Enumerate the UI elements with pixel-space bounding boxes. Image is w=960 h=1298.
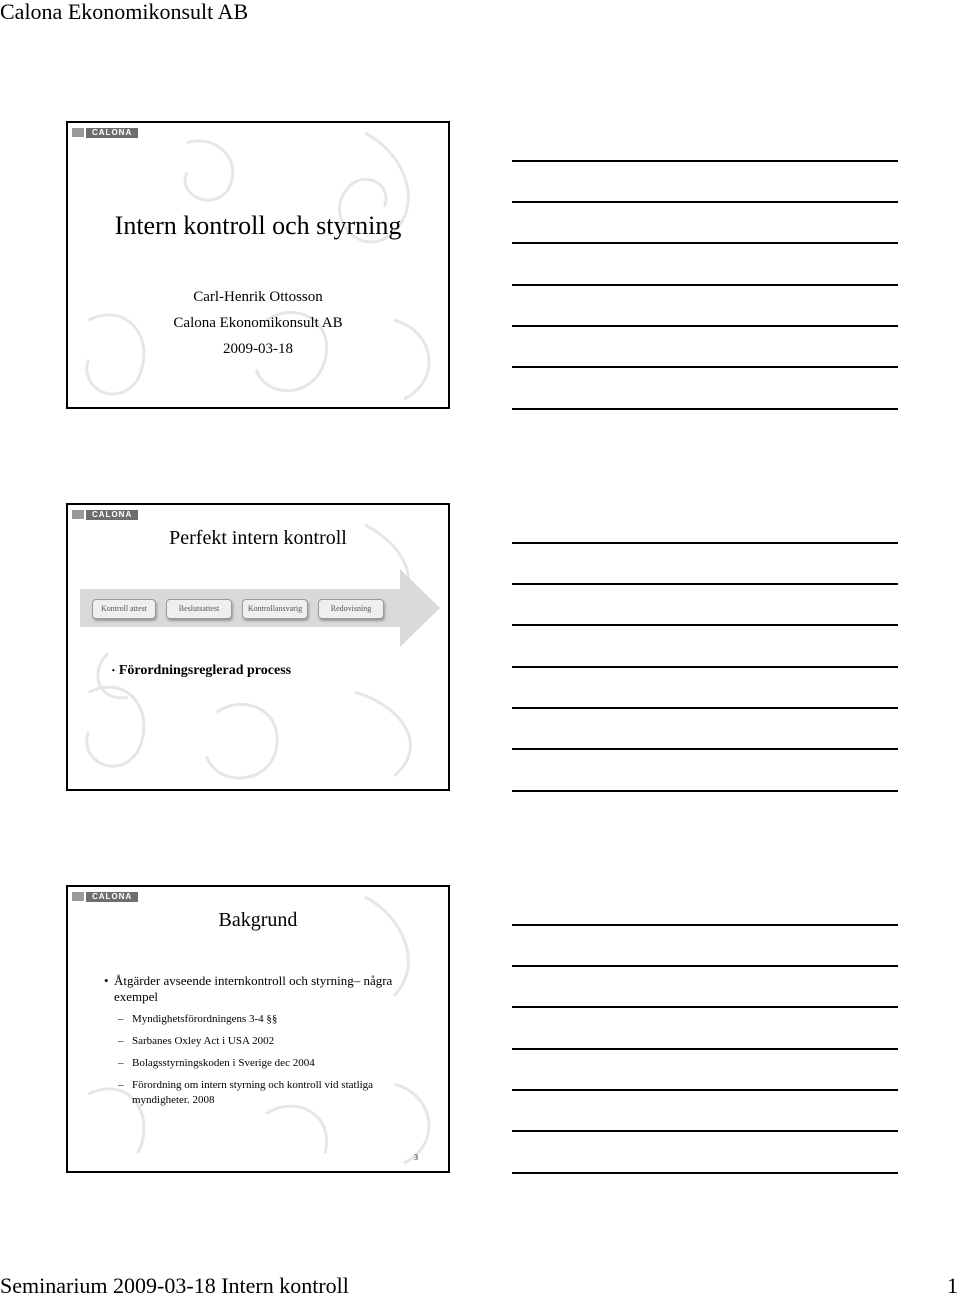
sub-bullet-1 [118,1012,422,1027]
slide-background-decoration [68,123,448,407]
sub-bullet-2 [118,1034,422,1049]
process-step-3: Kontrollansvarig [242,599,308,619]
note-line [512,666,898,668]
page-header: Calona Ekonomikonsult AB [0,0,249,24]
bullet-icon: • [112,666,115,676]
note-line [512,1089,898,1091]
logo-text: CALONA [86,510,138,520]
sub-bullet-text: Myndighetsförordningens 3-4 §§ [132,1013,278,1025]
note-line [512,325,898,327]
slide-title: Perfekt intern kontroll [169,527,347,549]
note-line [512,1048,898,1050]
slide-3 [66,885,450,1173]
note-line [512,583,898,585]
process-bullet [112,663,291,679]
slide-title: Bakgrund [218,909,298,931]
note-line [512,366,898,368]
slide-2 [66,503,450,791]
process-step-4: Redovisning [318,599,384,619]
note-line [512,624,898,626]
note-line [512,748,898,750]
logo-text: CALONA [86,892,138,902]
slide-company: Calona Ekonomikonsult AB [173,315,343,331]
note-line [512,284,898,286]
dash-icon: – [118,1035,124,1047]
logo-text: CALONA [86,128,138,138]
main-bullet [104,973,414,1005]
slide-date: 2009-03-18 [223,341,293,357]
logo-bar [72,510,84,519]
page-footer [0,1274,960,1298]
note-line [512,160,898,162]
dash-icon: – [118,1057,124,1069]
bullet-text: Åtgärder avseende internkontroll och styrning– några exempel [114,973,393,1004]
logo-bar [72,892,84,901]
slide-author: Carl-Henrik Ottosson [193,289,323,305]
note-line [512,965,898,967]
bullet-icon: • [104,973,109,988]
sub-bullet-3 [118,1056,422,1071]
slide-title: Intern kontroll och styrning [114,211,402,240]
sub-bullet-text: Sarbanes Oxley Act i USA 2002 [132,1035,275,1047]
logo-bar [72,128,84,137]
calona-logo [72,509,138,520]
sub-bullet-4 [118,1078,422,1108]
note-line [512,542,898,544]
note-line [512,924,898,926]
footer-text: Seminarium 2009-03-18 Intern kontroll [0,1273,349,1298]
note-line [512,408,898,410]
sub-bullet-text: Bolagsstyrningskoden i Sverige dec 2004 [132,1057,315,1069]
note-line [512,1006,898,1008]
page-number: 1 [947,1273,958,1298]
sub-bullet-text: Förordning om intern styrning och kontroll vid statliga myndigheter. 2008 [132,1079,374,1106]
note-line [512,1130,898,1132]
slide-number: 3 [414,1153,418,1162]
note-line [512,242,898,244]
process-step-1: Kontroll attest [92,599,156,619]
note-line [512,707,898,709]
note-line [512,201,898,203]
process-label: Förordningsreglerad process [118,663,292,678]
dash-icon: – [118,1079,124,1091]
slide-1 [66,121,450,409]
note-line [512,1172,898,1174]
process-step-2: Beslutsattest [166,599,232,619]
calona-logo [72,127,138,138]
note-line [512,790,898,792]
calona-logo [72,891,138,902]
dash-icon: – [118,1013,124,1025]
